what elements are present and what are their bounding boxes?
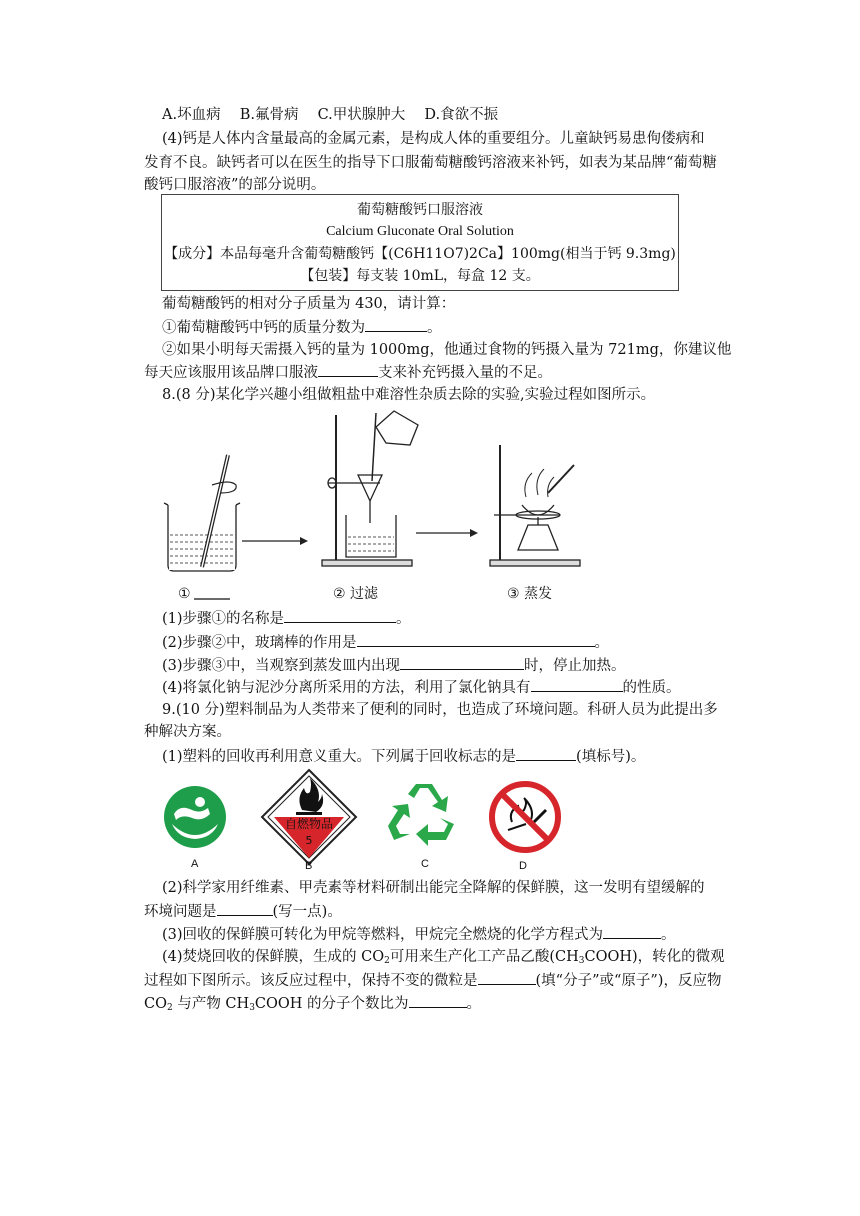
icon-b-label: B	[305, 860, 313, 872]
q9-2-line2	[144, 901, 342, 922]
box-title-cn: 葡萄糖酸钙口服溶液	[357, 202, 483, 218]
spontaneous-combustion-b-icon	[260, 768, 358, 866]
q9-2-pre: 环境问题是	[144, 904, 217, 920]
q9-4-line3-mid: 与产物 CH	[172, 996, 250, 1012]
answer-blank[interactable]	[365, 317, 427, 332]
q7-calc1-post: 。	[427, 320, 442, 336]
product-info-box	[161, 194, 679, 291]
q9-3-post: 。	[661, 927, 676, 943]
icon-b-text: 自燃物品	[284, 817, 334, 831]
step3-label: ③ 蒸发	[507, 586, 553, 602]
beaker-stirring	[164, 455, 240, 571]
q8-4-pre: (4)将氯化钠与泥沙分离所采用的方法，利用了氯化钠具有	[162, 680, 531, 696]
q7-calc1-pre: ①葡萄糖酸钙中钙的质量分数为	[162, 320, 365, 336]
subscript-2: 2	[384, 956, 390, 966]
q7-calc2-line1: ②如果小明每天需摄入钙的量为 1000mg，他通过食物的钙摄入量为 721mg，你建议他	[162, 342, 732, 358]
q9-4-line3-post: COOH 的分子个数比为	[254, 996, 409, 1012]
q9-line1: 9.(10 分)塑料制品为人类带来了便利的同时，也造成了环境问题。科研人员为此提出多	[162, 702, 718, 718]
no-fire-d-icon	[488, 780, 562, 854]
q9-3	[162, 924, 676, 945]
answer-blank[interactable]	[357, 632, 595, 647]
q8-title: 8.(8 分)某化学兴趣小组做粗盐中难溶性杂质去除的实验,实验过程如图所示。	[162, 387, 656, 403]
q9-4-line2-pre: 过程如下图所示。该反应过程中，保持不变的微粒是	[144, 973, 478, 989]
answer-blank[interactable]	[516, 746, 576, 761]
q7-4-line3: 酸钙口服溶液”的部分说明。	[144, 177, 326, 193]
q8-4-post: 的性质。	[622, 680, 681, 696]
q9-line2: 种解决方案。	[144, 724, 231, 740]
answer-blank[interactable]	[531, 677, 623, 692]
q8-1-pre: (1)步骤①的名称是	[162, 611, 285, 627]
q8-2	[162, 632, 609, 653]
answer-blank[interactable]	[217, 901, 273, 916]
q9-3-pre: (3)回收的保鲜膜可转化为甲烷等燃料，甲烷完全燃烧的化学方程式为	[162, 927, 604, 943]
q7-4-line1: (4)钙是人体内含量最高的金属元素，是构成人体的重要组分。儿童缺钙易患佝偻病和	[162, 131, 705, 147]
answer-blank[interactable]	[284, 608, 396, 623]
box-package: 【包装】每支装 10mL，每盒 12 支。	[300, 268, 540, 284]
q9-4-line1	[162, 947, 725, 971]
q7-4-line2: 发育不良。缺钙者可以在医生的指导下口服葡萄糖酸钙溶液来补钙，如表为某品牌“葡萄糖	[144, 155, 717, 171]
icon-d-label: D	[519, 860, 527, 872]
q9-2-line1: (2)科学家用纤维素、甲壳素等材料研制出能完全降解的保鲜膜，这一发明有望缓解的	[162, 880, 705, 896]
answer-blank[interactable]	[400, 655, 524, 670]
box-title-en: Calcium Gluconate Oral Solution	[326, 224, 514, 239]
q8-2-pre: (2)步骤②中，玻璃棒的作用是	[162, 635, 357, 651]
box-ingredient-pre: 【成分】本品每毫升含葡萄糖酸钙【	[164, 246, 389, 262]
q8-3-post: 时，停止加热。	[524, 658, 626, 674]
subscript-3: 3	[249, 1003, 255, 1013]
q9-1-post: (填标号)。	[576, 749, 646, 765]
q7-calc2-pre: 每天应该服用该品牌口服液	[144, 365, 318, 381]
q8-1	[162, 608, 411, 629]
q8-1-post: 。	[396, 611, 411, 627]
filtration-setup	[322, 411, 418, 566]
q9-4-line3-pre: CO	[144, 996, 167, 1012]
answer-blank[interactable]	[318, 362, 378, 377]
q7-calc2-line2	[144, 362, 552, 383]
q9-4-line2	[144, 970, 721, 991]
icon-c-label: C	[421, 858, 429, 870]
box-ingredient-post: 】100mg(相当于钙 9.3mg)	[497, 246, 676, 262]
q9-4-line1-mid: 可用来生产化工产品乙酸(CH	[389, 949, 579, 965]
q8-3-pre: (3)步骤③中，当观察到蒸发皿内出现	[162, 658, 401, 674]
icon-a-label: A	[191, 858, 199, 870]
subscript-3: 3	[578, 956, 585, 966]
experiment-figure	[150, 405, 600, 605]
recycle-logo-a-icon	[162, 784, 228, 850]
q7-mass: 葡萄糖酸钙的相对分子质量为 430，请计算：	[162, 296, 456, 312]
subscript-2: 2	[166, 1003, 173, 1013]
q8-3	[162, 655, 626, 676]
answer-blank[interactable]	[478, 970, 536, 985]
q7-calc2-post: 支来补充钙摄入量的不足。	[378, 365, 552, 381]
q9-4-line1-post: COOH)，转化的微观	[584, 949, 725, 965]
q8-4	[162, 677, 681, 698]
step1-label: ①	[178, 585, 191, 601]
q9-1-pre: (1)塑料的回收再利用意义重大。下列属于回收标志的是	[162, 749, 517, 765]
q7-options: A.坏血病 B.氟骨病 C.甲状腺肿大 D.食欲不振	[162, 107, 499, 123]
q7-calc1	[162, 317, 442, 338]
q9-4-line1-pre: (4)焚烧回收的保鲜膜，生成的 CO	[162, 949, 385, 965]
q9-4-line2-post: (填“分子”或“原子”)，反应物	[535, 973, 722, 989]
recycle-triangle-c-icon	[388, 780, 460, 846]
q9-4-line3	[144, 993, 481, 1018]
icon-b-number: 5	[305, 834, 313, 847]
q8-2-post: 。	[594, 635, 610, 651]
step2-label: ② 过滤	[333, 586, 379, 602]
box-ingredient-formula: (C6H11O7)2Ca	[388, 246, 498, 262]
q9-1	[162, 746, 645, 767]
evaporation-setup	[490, 445, 580, 566]
q9-2-post: (写一点)。	[272, 904, 342, 920]
answer-blank[interactable]	[603, 924, 661, 939]
answer-blank[interactable]	[409, 993, 467, 1008]
q9-4-line3-end: 。	[466, 996, 482, 1012]
box-ingredient	[162, 243, 678, 265]
